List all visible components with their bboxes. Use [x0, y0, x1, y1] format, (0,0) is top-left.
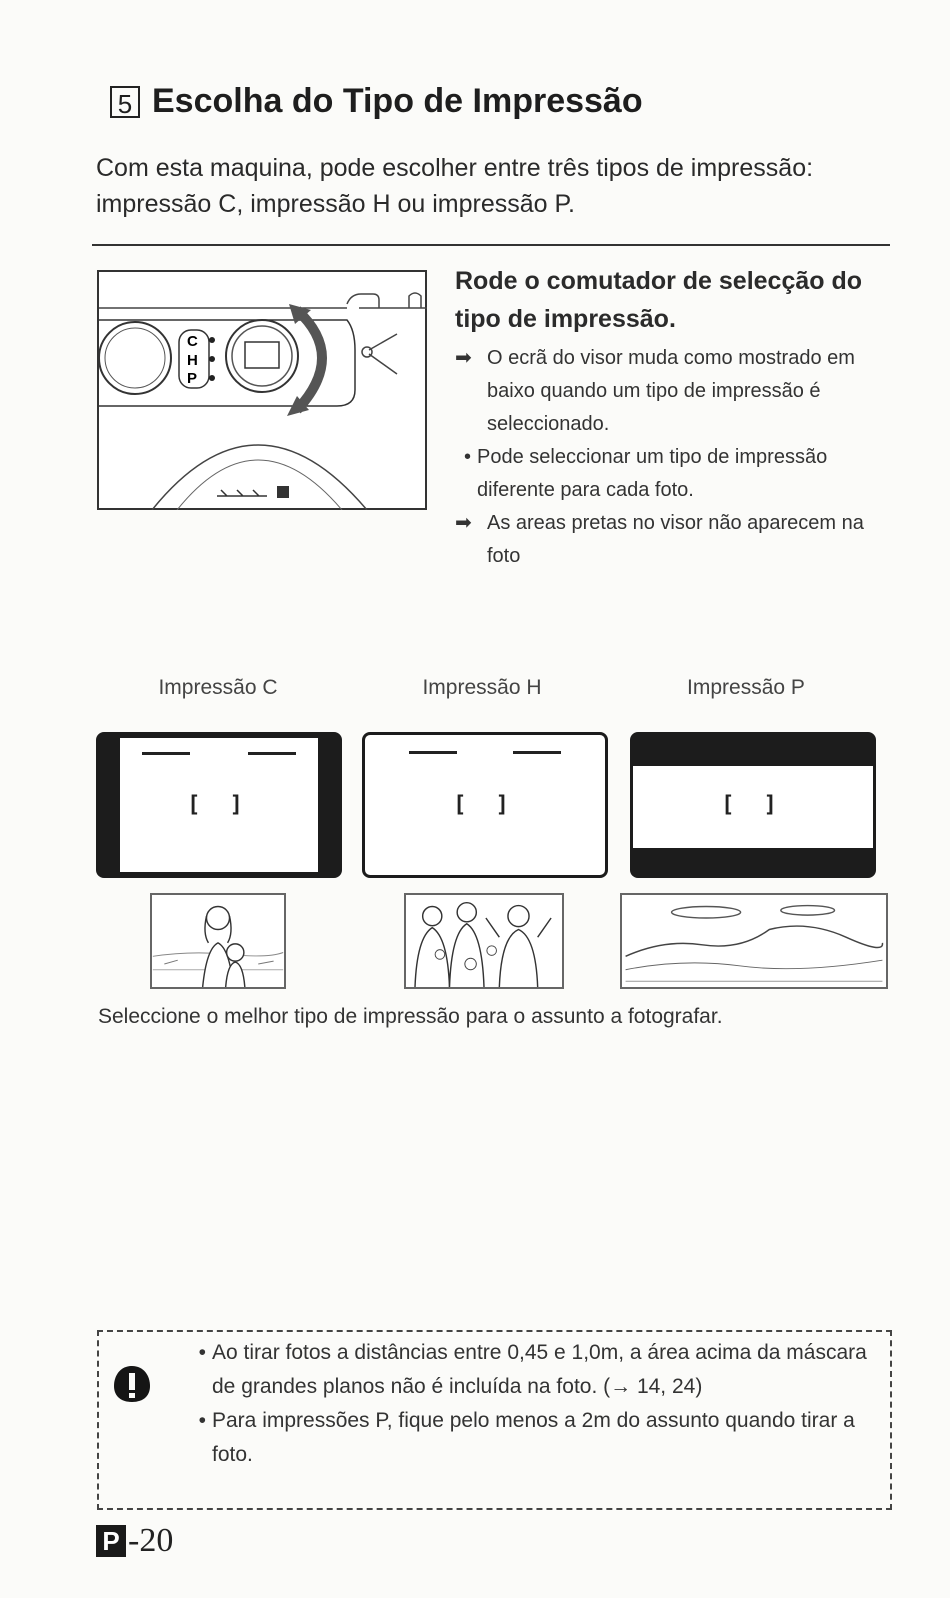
- list-item: [455, 507, 875, 573]
- list-item-text: As areas pretas no visor não aparecem na foto: [487, 512, 864, 567]
- af-frame-mark: [ ]: [453, 792, 517, 818]
- sample-photo-group: [404, 893, 564, 989]
- print-type-label-h: Impressão H: [422, 676, 542, 699]
- list-item: [190, 1336, 880, 1404]
- divider: [92, 244, 890, 246]
- list-item: [455, 441, 875, 507]
- note-item-text: Ao tirar fotos a distâncias entre 0,45 e 1,0m, a área acima da máscara de grandes planos não é incluída na foto. (→ 14, 24): [212, 1341, 867, 1398]
- note-item-text: Para impressões P, fique pelo menos a 2m do assunto quando tirar a foto.: [212, 1409, 855, 1466]
- viewfinder-h: [362, 732, 608, 878]
- switch-letter-c: C: [187, 333, 198, 350]
- step-title: Rode o comutador de selecção do tipo de impressão.: [455, 267, 863, 333]
- section-number: 5: [110, 86, 140, 118]
- intro-paragraph: Com esta maquina, pode escolher entre três tipos de impressão: impressão C, impressão H ou impressão P.: [96, 154, 814, 218]
- step-list: [455, 342, 875, 573]
- af-frame-mark: [ ]: [721, 792, 785, 818]
- camera-mode-switch-illustration: [97, 270, 427, 510]
- bullet-icon: •: [198, 1341, 206, 1364]
- list-item-text: Pode seleccionar um tipo de impressão diferente para cada foto.: [477, 446, 828, 501]
- print-type-label-p: Impressão P: [687, 676, 805, 699]
- page-number: -20: [128, 1522, 174, 1559]
- list-item-text: O ecrã do visor muda como mostrado em baixo quando um tipo de impressão é seleccionado.: [487, 347, 855, 435]
- caution-note: [190, 1336, 880, 1472]
- af-frame-mark: [ ]: [187, 792, 251, 818]
- viewfinder-p: [630, 732, 876, 878]
- section-title: [110, 82, 643, 121]
- result-arrow-icon: ➡: [455, 512, 472, 534]
- caution-icon: [112, 1364, 152, 1404]
- step-instructions: [455, 262, 875, 573]
- bullet-icon: •: [463, 446, 471, 468]
- bullet-icon: •: [198, 1409, 206, 1432]
- page-title: Escolha do Tipo de Impressão: [152, 82, 643, 120]
- page-footer: [96, 1522, 173, 1560]
- result-arrow-icon: ➡: [455, 347, 472, 369]
- print-type-label-c: Impressão C: [158, 676, 278, 699]
- switch-letter-h: H: [187, 352, 198, 369]
- caption: Seleccione o melhor tipo de impressão para o assunto a fotografar.: [98, 1005, 723, 1028]
- list-item: [455, 342, 875, 441]
- section-badge: P: [96, 1525, 126, 1557]
- switch-letter-p: P: [187, 370, 198, 387]
- viewfinder-c: [96, 732, 342, 878]
- sample-photo-landscape: [620, 893, 888, 989]
- sample-photo-portrait: [150, 893, 286, 989]
- list-item: [190, 1404, 880, 1472]
